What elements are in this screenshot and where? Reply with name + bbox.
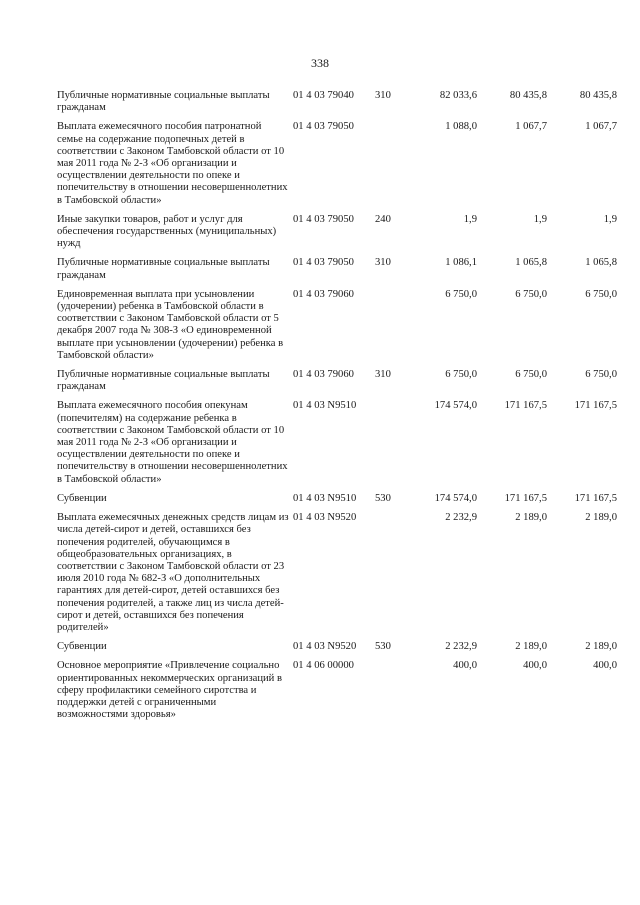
row-amount-3: 171 167,5 <box>574 400 617 412</box>
row-name: Основное мероприятие «Привлечение социально ориентированных некоммерческих организаций в сферу профилактики семейного сиротства и поддержки детей с ограниченными возможностями здоровья» <box>57 660 282 721</box>
row-name: Публичные нормативные социальные выплаты гражданам <box>57 369 270 393</box>
row-code: 01 4 03 N9510 <box>293 492 357 504</box>
row-code: 01 4 03 N9520 <box>293 512 357 524</box>
row-amount-3: 80 435,8 <box>579 90 617 101</box>
table-row <box>57 90 617 114</box>
row-expense-type: 310 <box>375 257 391 269</box>
row-amount-1: 1,9 <box>463 213 477 225</box>
row-expense-type: 530 <box>375 492 391 504</box>
row-expense-type: 240 <box>375 213 391 225</box>
row-amount-1: 2 232,9 <box>445 512 477 524</box>
row-amount-2: 1 065,8 <box>515 257 547 269</box>
row-code: 01 4 03 N9520 <box>293 641 357 653</box>
table-row <box>57 369 617 393</box>
row-code: 01 4 03 79050 <box>293 121 354 133</box>
row-name: Выплата ежемесячного пособия опекунам (попечителям) на содержание ребенка в соответствии с Законом Тамбовской области от 10 мая 2011 года № 2-З «Об организации и осуществлении деятельности по опеке и попечительству в отношении несовершеннолетних в Тамбовской области» <box>57 400 288 485</box>
page-number: 338 <box>311 56 329 70</box>
row-name: Единовременная выплата при усыновлении (удочерении) ребенка в Тамбовской области в соответствии с Законом Тамбовской области от 5 декабря 2007 года № 308-З «О единовременной выплате при усыновлении (удочерении) ребенка в Тамбовской области» <box>57 288 284 361</box>
row-amount-1: 1 088,0 <box>445 121 477 133</box>
table-row <box>57 641 617 653</box>
row-amount-2: 171 167,5 <box>504 400 547 412</box>
row-amount-3: 171 167,5 <box>574 492 617 504</box>
row-code: 01 4 03 79060 <box>293 369 354 381</box>
row-name: Субвенции <box>57 492 107 504</box>
row-amount-2: 171 167,5 <box>504 492 547 504</box>
table-row <box>57 400 617 485</box>
row-amount-2: 2 189,0 <box>515 512 547 524</box>
row-amount-2: 400,0 <box>523 660 547 672</box>
row-amount-1: 174 574,0 <box>434 400 477 412</box>
row-expense-type: 310 <box>375 369 391 381</box>
table-row <box>57 493 617 505</box>
row-amount-3: 6 750,0 <box>585 369 617 381</box>
row-amount-3: 6 750,0 <box>585 288 617 300</box>
row-expense-type: 310 <box>375 90 391 101</box>
row-amount-3: 1,9 <box>603 213 617 225</box>
row-name: Субвенции <box>57 641 107 653</box>
row-amount-3: 400,0 <box>593 660 617 672</box>
row-amount-1: 6 750,0 <box>445 288 477 300</box>
row-code: 01 4 03 79040 <box>293 90 354 101</box>
row-amount-1: 174 574,0 <box>434 492 477 504</box>
row-name: Выплата ежемесячного пособия патронатной семье на содержание подопечных детей в соответствии с Законом Тамбовской области от 10 мая 2011 года № 2-З «Об организации и осуществлении деятельности по опеке и попечительству в отношении несовершеннолетних в Тамбовской области» <box>57 121 288 206</box>
table-row <box>57 289 617 362</box>
row-amount-3: 2 189,0 <box>585 641 617 653</box>
row-code: 01 4 06 00000 <box>293 660 354 672</box>
row-code: 01 4 03 79050 <box>293 257 354 269</box>
row-amount-2: 2 189,0 <box>515 641 547 653</box>
row-name: Публичные нормативные социальные выплаты гражданам <box>57 90 270 114</box>
row-code: 01 4 03 N9510 <box>293 400 357 412</box>
table-row <box>57 512 617 634</box>
row-amount-3: 2 189,0 <box>585 512 617 524</box>
row-amount-2: 6 750,0 <box>515 369 547 381</box>
row-amount-1: 1 086,1 <box>445 257 477 269</box>
row-code: 01 4 03 79050 <box>293 213 354 225</box>
table-row <box>57 121 617 206</box>
row-amount-1: 82 033,6 <box>439 90 477 101</box>
row-code: 01 4 03 79060 <box>293 288 354 300</box>
row-name: Выплата ежемесячных денежных средств лицам из числа детей-сирот и детей, оставшихся без попечения родителей, обучающимся в общеобразовательных организациях, в соответствии с Законом Тамбовской области от 23 июля 2010 года № 682-З «О дополнительных гарантиях для детей-сирот, детей оставшихся без попечения родителей, а также лиц из числа детей-сирот и детей, оставшихся без попечения родителей» <box>57 512 289 633</box>
row-amount-2: 1,9 <box>533 213 547 225</box>
row-amount-1: 6 750,0 <box>445 369 477 381</box>
row-amount-3: 1 065,8 <box>585 257 617 269</box>
table-row <box>57 660 617 721</box>
row-name: Иные закупки товаров, работ и услуг для обеспечения государственных (муниципальных) нужд <box>57 213 277 250</box>
row-amount-2: 80 435,8 <box>509 90 547 101</box>
table-row <box>57 214 617 251</box>
row-amount-2: 6 750,0 <box>515 288 547 300</box>
row-name: Публичные нормативные социальные выплаты гражданам <box>57 257 270 281</box>
row-amount-1: 400,0 <box>453 660 477 672</box>
row-expense-type: 530 <box>375 641 391 653</box>
table-row <box>57 257 617 281</box>
row-amount-1: 2 232,9 <box>445 641 477 653</box>
row-amount-2: 1 067,7 <box>515 121 547 133</box>
row-amount-3: 1 067,7 <box>585 121 617 133</box>
budget-table <box>57 90 617 728</box>
